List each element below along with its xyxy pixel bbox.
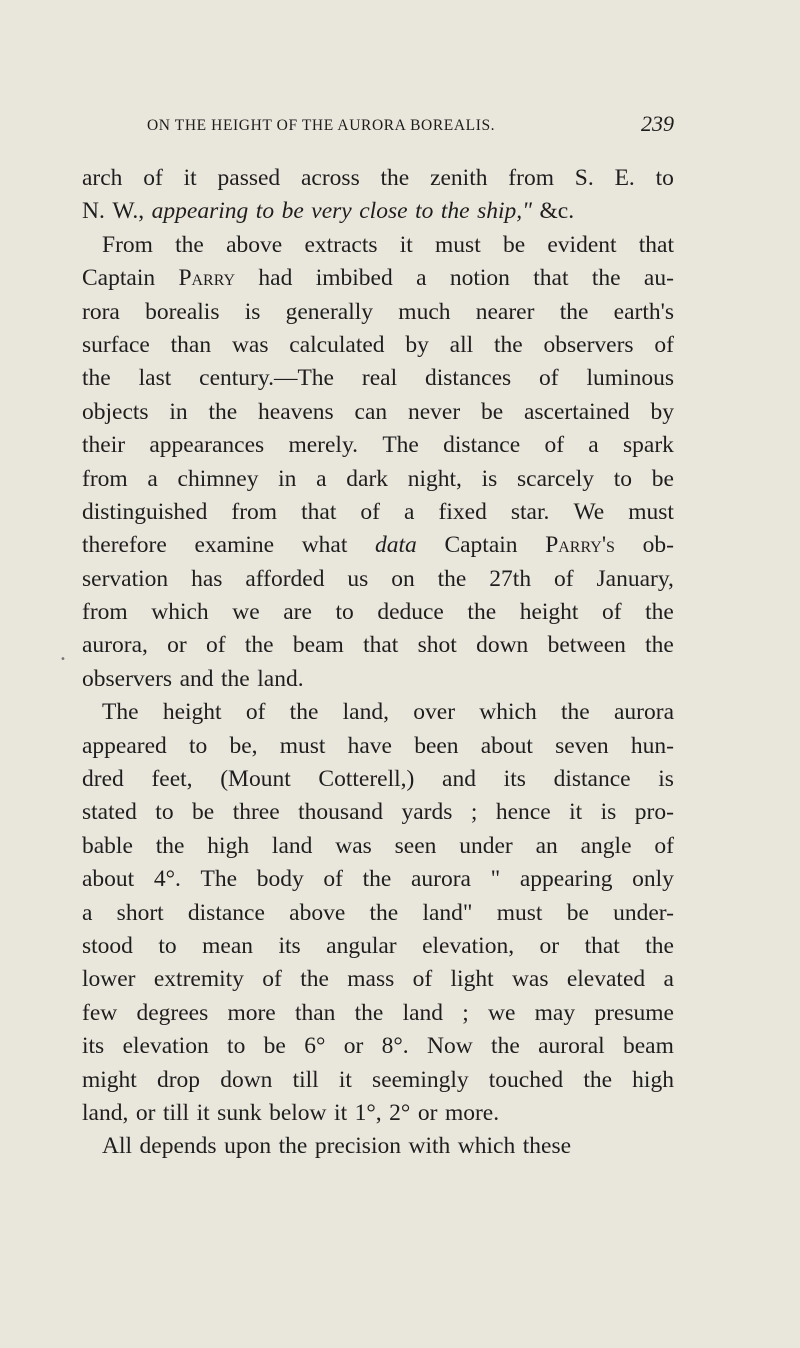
page-number: 239 bbox=[641, 111, 674, 136]
text-line: therefore examine what data Captain Parry's ob- bbox=[82, 532, 674, 559]
text-line: rora borealis is generally much nearer the earth's bbox=[82, 298, 674, 325]
text-line: All depends upon the precision with which these bbox=[102, 1133, 572, 1160]
text-line: observers and the land. bbox=[82, 665, 304, 692]
running-head: ON THE HEIGHT OF THE AURORA BOREALIS. bbox=[147, 117, 496, 134]
margin-mark-icon: • bbox=[60, 654, 66, 665]
text-line: bable the high land was seen under an angle of bbox=[82, 832, 674, 859]
text-line: arch of it passed across the zenith from S. E. to bbox=[82, 165, 674, 191]
text-line: Captain Parry had imbibed a notion that the au- bbox=[82, 265, 674, 292]
text-line: lower extremity of the mass of light was elevated a bbox=[82, 966, 674, 993]
text-line: land, or till it sunk below it 1°, 2° or more. bbox=[82, 1099, 500, 1126]
text-line: servation has afforded us on the 27th of January, bbox=[82, 565, 674, 592]
text-line: their appearances merely. The distance of a spark bbox=[82, 432, 674, 459]
text-line: distinguished from that of a fixed star. We must bbox=[82, 498, 674, 525]
text-line: dred feet, (Mount Cotterell,) and its distance is bbox=[82, 766, 674, 793]
text-line: From the above extracts it must be evident that bbox=[102, 231, 674, 258]
page-header bbox=[80, 113, 672, 139]
text-line: the last century.—The real distances of luminous bbox=[82, 365, 674, 392]
text-line: aurora, or of the beam that shot down between the bbox=[82, 632, 674, 659]
text-line: from which we are to deduce the height of the bbox=[82, 599, 674, 626]
text-line: surface than was calculated by all the observers of bbox=[82, 331, 674, 358]
text-line: might drop down till it seemingly touched the high bbox=[82, 1066, 674, 1093]
body-text bbox=[82, 162, 674, 1164]
text-line: a short distance above the land" must be under- bbox=[82, 899, 674, 926]
text-line: about 4°. The body of the aurora " appearing only bbox=[82, 866, 674, 893]
text-line: few degrees more than the land ; we may presume bbox=[82, 999, 674, 1026]
text-line: its elevation to be 6° or 8°. Now the auroral beam bbox=[82, 1033, 674, 1060]
text-line: stood to mean its angular elevation, or that the bbox=[82, 932, 674, 959]
text-line: objects in the heavens can never be ascertained by bbox=[82, 398, 674, 425]
text-line: N. W., appearing to be very close to the ship," &c. bbox=[82, 198, 575, 225]
text-line: stated to be three thousand yards ; hence it is pro- bbox=[82, 799, 674, 826]
text-line: The height of the land, over which the aurora bbox=[102, 699, 674, 726]
text-line: appeared to be, must have been about seven hun- bbox=[82, 732, 674, 759]
text-line: from a chimney in a dark night, is scarcely to be bbox=[82, 465, 674, 492]
